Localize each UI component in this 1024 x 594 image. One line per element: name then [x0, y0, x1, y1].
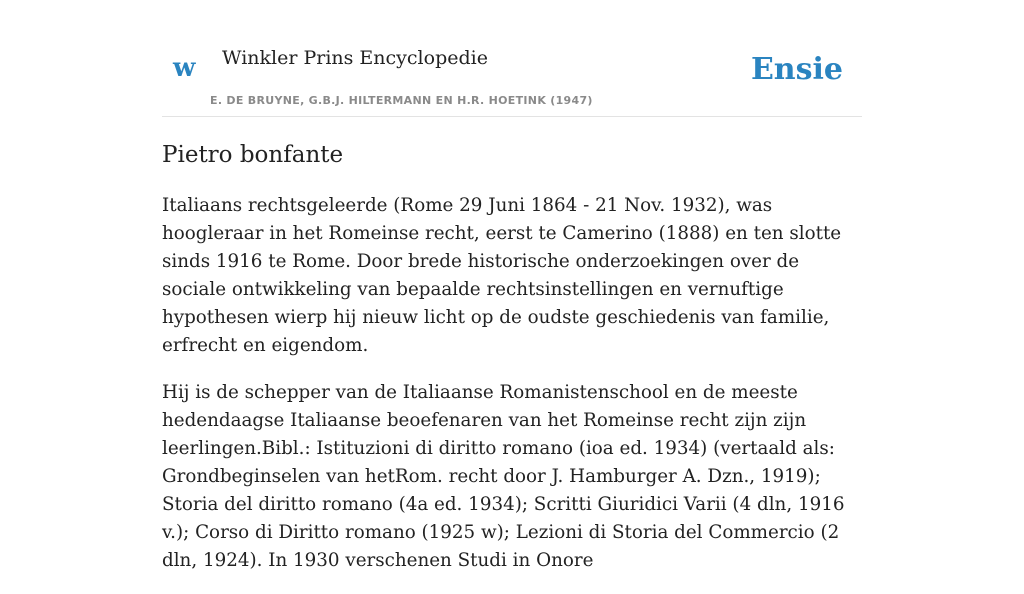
article-body: [162, 192, 867, 594]
ensie-logo[interactable]: Ensie: [750, 52, 843, 87]
article-paragraph: Italiaans rechtsgeleerde (Rome 29 Juni 1864 - 21 Nov. 1932), was hoogleraar in het Romeinse recht, eerst te Camerino (1888) en ten slotte sinds 1916 te Rome. Door brede historische onderzoekingen over de sociale ontwikkeling van bepaalde rechtsinstellingen en vernuftige hypothesen wierp hij nieuw licht op de oudste geschiedenis van familie, erfrecht en eigendom.: [162, 195, 842, 356]
site-title[interactable]: Winkler Prins Encyclopedie: [222, 47, 488, 69]
article-paragraph: Hij is de schepper van de Italiaanse Romanistenschool en de meeste hedendaagse Italiaanse beoefenaren van het Romeinse recht zijn zijn leerlingen.Bibl.: Istituzioni di diritto romano (ioa ed. 1934) (vertaald als: Grondbeginselen van hetRom. recht door J. Hamburger A. Dzn., 1919); Storia del diritto romano (4a ed. 1934); Scritti Giuridici Varii (4 dln, 1916 v.); Corso di Diritto romano (1925 w); Lezioni di Storia del Commercio (2 dln, 1924). In 1930 verschenen Studi in Onore: [162, 382, 845, 571]
page-title: Pietro bonfante: [162, 142, 344, 168]
site-header: [162, 0, 862, 117]
site-subtitle: E. DE BRUYNE, G.B.J. HILTERMANN EN H.R. HOETINK (1947): [210, 94, 593, 107]
logo-w-icon[interactable]: w: [173, 53, 196, 83]
